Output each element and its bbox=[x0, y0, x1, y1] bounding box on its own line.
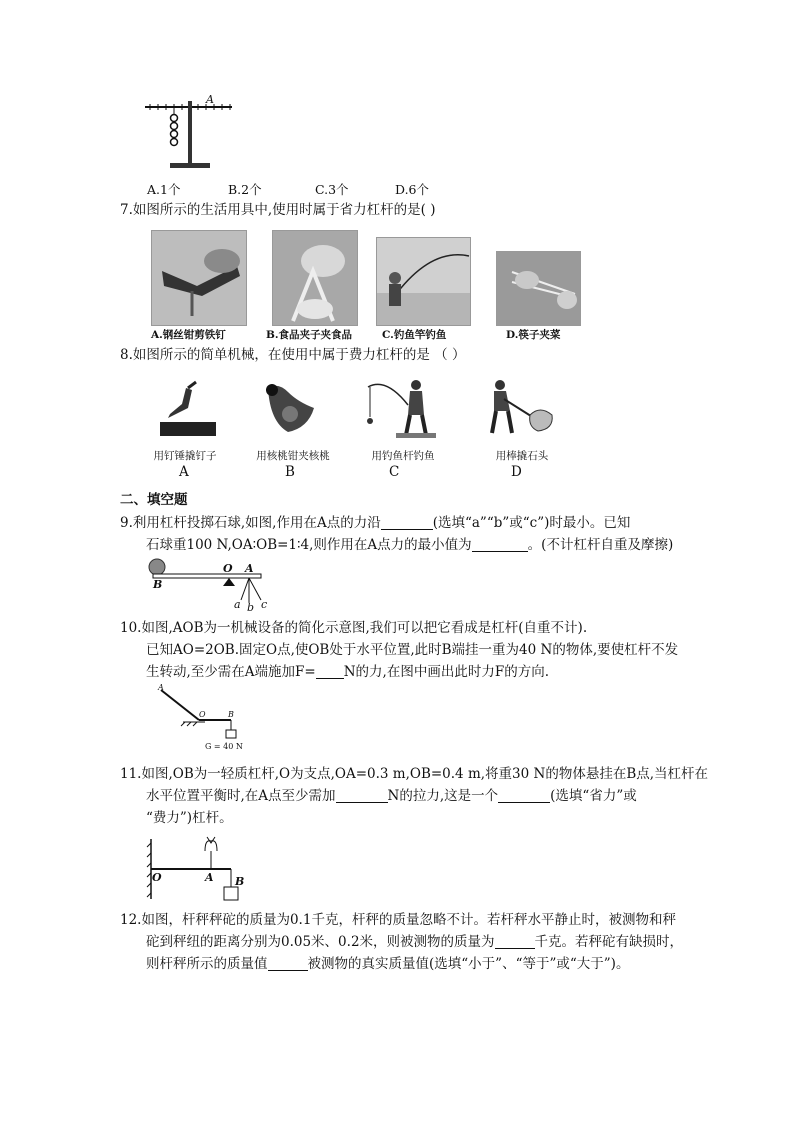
q12-line3 bbox=[146, 954, 629, 974]
q12-blank-mass[interactable] bbox=[495, 934, 535, 949]
q11-lever-figure bbox=[145, 833, 255, 903]
q6-option-b: B.2个 bbox=[228, 182, 262, 197]
q8-letter-d: D bbox=[511, 464, 522, 480]
q6-option-d: D.6个 bbox=[395, 182, 430, 197]
q10-fig-label-o: O bbox=[199, 710, 206, 719]
q11-fig-label-a: A bbox=[205, 871, 214, 884]
q11-line2-text-a: 水平位置平衡时,在A点至少需加 bbox=[146, 788, 336, 804]
q9-fig-label-o: O bbox=[223, 562, 233, 575]
q11-fig-label-o: O bbox=[152, 871, 162, 884]
q6-option-a: A.1个 bbox=[147, 182, 181, 197]
q6-point-a-label: A bbox=[206, 93, 214, 106]
q10-fig-label-b: B bbox=[228, 710, 234, 719]
q9-fig-label-a: A bbox=[245, 562, 254, 575]
q9-blank-min-force[interactable] bbox=[472, 537, 528, 552]
q10-line3-text-b: N的力,在图中画出此时力F的方向. bbox=[343, 664, 549, 680]
q12-line2-text-a: 砣到秤纽的距离分别为0.05米、0.2米，则被测物的质量为 bbox=[146, 934, 495, 950]
q10-line1: 10.如图,AOB为一机械设备的简化示意图,我们可以把它看成是杠杆(自重不计). bbox=[120, 620, 588, 636]
q9-fig-label-arrow-b: b bbox=[247, 601, 255, 614]
q12-line2 bbox=[146, 932, 683, 952]
q12-line2-text-b: 千克。若秤砣有缺损时， bbox=[534, 934, 684, 950]
q9-lever-figure bbox=[145, 558, 275, 610]
q11-line2-text-c: (选填“省力”或 bbox=[550, 788, 637, 804]
q8-letter-b: B bbox=[285, 464, 295, 480]
q8-figure-nutcracker bbox=[258, 378, 320, 440]
q12-line1: 12.如图，杆秤秤砣的质量为0.1千克，杆秤的质量忽略不计。若杆秤水平静止时，被测物和秤 bbox=[120, 912, 676, 928]
q12-blank-comparison[interactable] bbox=[268, 956, 308, 971]
q11-line2-text-b: N的拉力,这是一个 bbox=[387, 788, 499, 804]
q9-fig-label-arrow-c: c bbox=[261, 598, 268, 611]
q8-letter-c: C bbox=[389, 464, 400, 480]
q9-line1-text-a: 9.利用杠杆投掷石球,如图,作用在A点的力沿 bbox=[120, 515, 381, 531]
q10-line3 bbox=[146, 662, 549, 682]
q7-caption-b: B.食品夹子夹食品 bbox=[266, 329, 353, 341]
q7-caption-d: D.筷子夹菜 bbox=[506, 329, 561, 341]
q6-lever-figure bbox=[140, 95, 240, 175]
q9-line2-text-b: 。(不计杠杆自重及摩擦) bbox=[527, 537, 674, 553]
q8-caption-b: 用核桃钳夹核桃 bbox=[256, 450, 330, 462]
q9-line1 bbox=[120, 513, 630, 533]
q7-photo-food-tongs bbox=[272, 230, 358, 326]
section-title-fill-in: 二、填空题 bbox=[120, 492, 188, 508]
q8-figure-fisherman bbox=[366, 375, 436, 440]
q8-caption-c: 用钓鱼杆钓鱼 bbox=[371, 450, 435, 462]
q10-line2: 已知AO=2OB.固定O点,使OB处于水平位置,此时B端挂一重为40 N的物体,要使杠杆不发 bbox=[146, 642, 679, 658]
q6-option-c: C.3个 bbox=[315, 182, 349, 197]
q9-blank-direction[interactable] bbox=[381, 515, 433, 530]
q9-line2-text-a: 石球重100 N,OA∶OB=1∶4,则作用在A点力的最小值为 bbox=[146, 537, 472, 553]
q9-fig-label-arrow-a: a bbox=[234, 598, 241, 611]
q8-figure-crowbar bbox=[484, 375, 556, 440]
q12-line3-text-a: 则杆秤所示的质量值 bbox=[146, 956, 268, 972]
q8-caption-a: 用钉锤撬钉子 bbox=[153, 450, 217, 462]
q9-line2 bbox=[146, 535, 673, 555]
q8-letter-a: A bbox=[179, 464, 189, 480]
q10-line3-text-a: 生转动,至少需在A端施加F= bbox=[146, 664, 316, 680]
q10-fig-label-a: A bbox=[158, 683, 164, 692]
q12-line3-text-b: 被测物的真实质量值(选填“小于”、“等于”或“大于”)。 bbox=[307, 956, 630, 972]
q8-figure-hammer bbox=[158, 378, 218, 440]
q9-line1-text-b: (选填“a”“b”或“c”)时最小。已知 bbox=[432, 515, 631, 531]
q8-stem: 8.如图所示的简单机械，在使用中属于费力杠杆的是 （ ） bbox=[120, 347, 466, 363]
q7-photo-pliers bbox=[151, 230, 247, 326]
q11-blank-lever-type[interactable] bbox=[498, 788, 550, 803]
q7-photo-fishing-rod bbox=[376, 237, 471, 326]
q7-stem: 7.如图所示的生活用具中,使用时属于省力杠杆的是( ) bbox=[120, 202, 436, 218]
q9-fig-label-b: B bbox=[153, 578, 163, 591]
q11-line3: “费力”)杠杆。 bbox=[146, 810, 233, 826]
q11-line1: 11.如图,OB为一轻质杠杆,O为支点,OA=0.3 m,OB=0.4 m,将重30 N的物体悬挂在B点,当杠杆在 bbox=[120, 766, 709, 782]
q7-photo-chopsticks bbox=[496, 251, 581, 326]
q10-fig-label-weight: G = 40 N bbox=[205, 742, 243, 751]
q11-blank-pull-force[interactable] bbox=[336, 788, 388, 803]
q10-blank-force[interactable] bbox=[316, 664, 344, 679]
q7-caption-a: A.钢丝钳剪铁钉 bbox=[151, 329, 226, 341]
q11-line2 bbox=[146, 786, 637, 806]
q11-fig-label-b: B bbox=[235, 875, 245, 888]
q8-caption-d: 用棒撬石头 bbox=[495, 450, 549, 462]
q7-caption-c: C.钓鱼竿钓鱼 bbox=[382, 329, 447, 341]
